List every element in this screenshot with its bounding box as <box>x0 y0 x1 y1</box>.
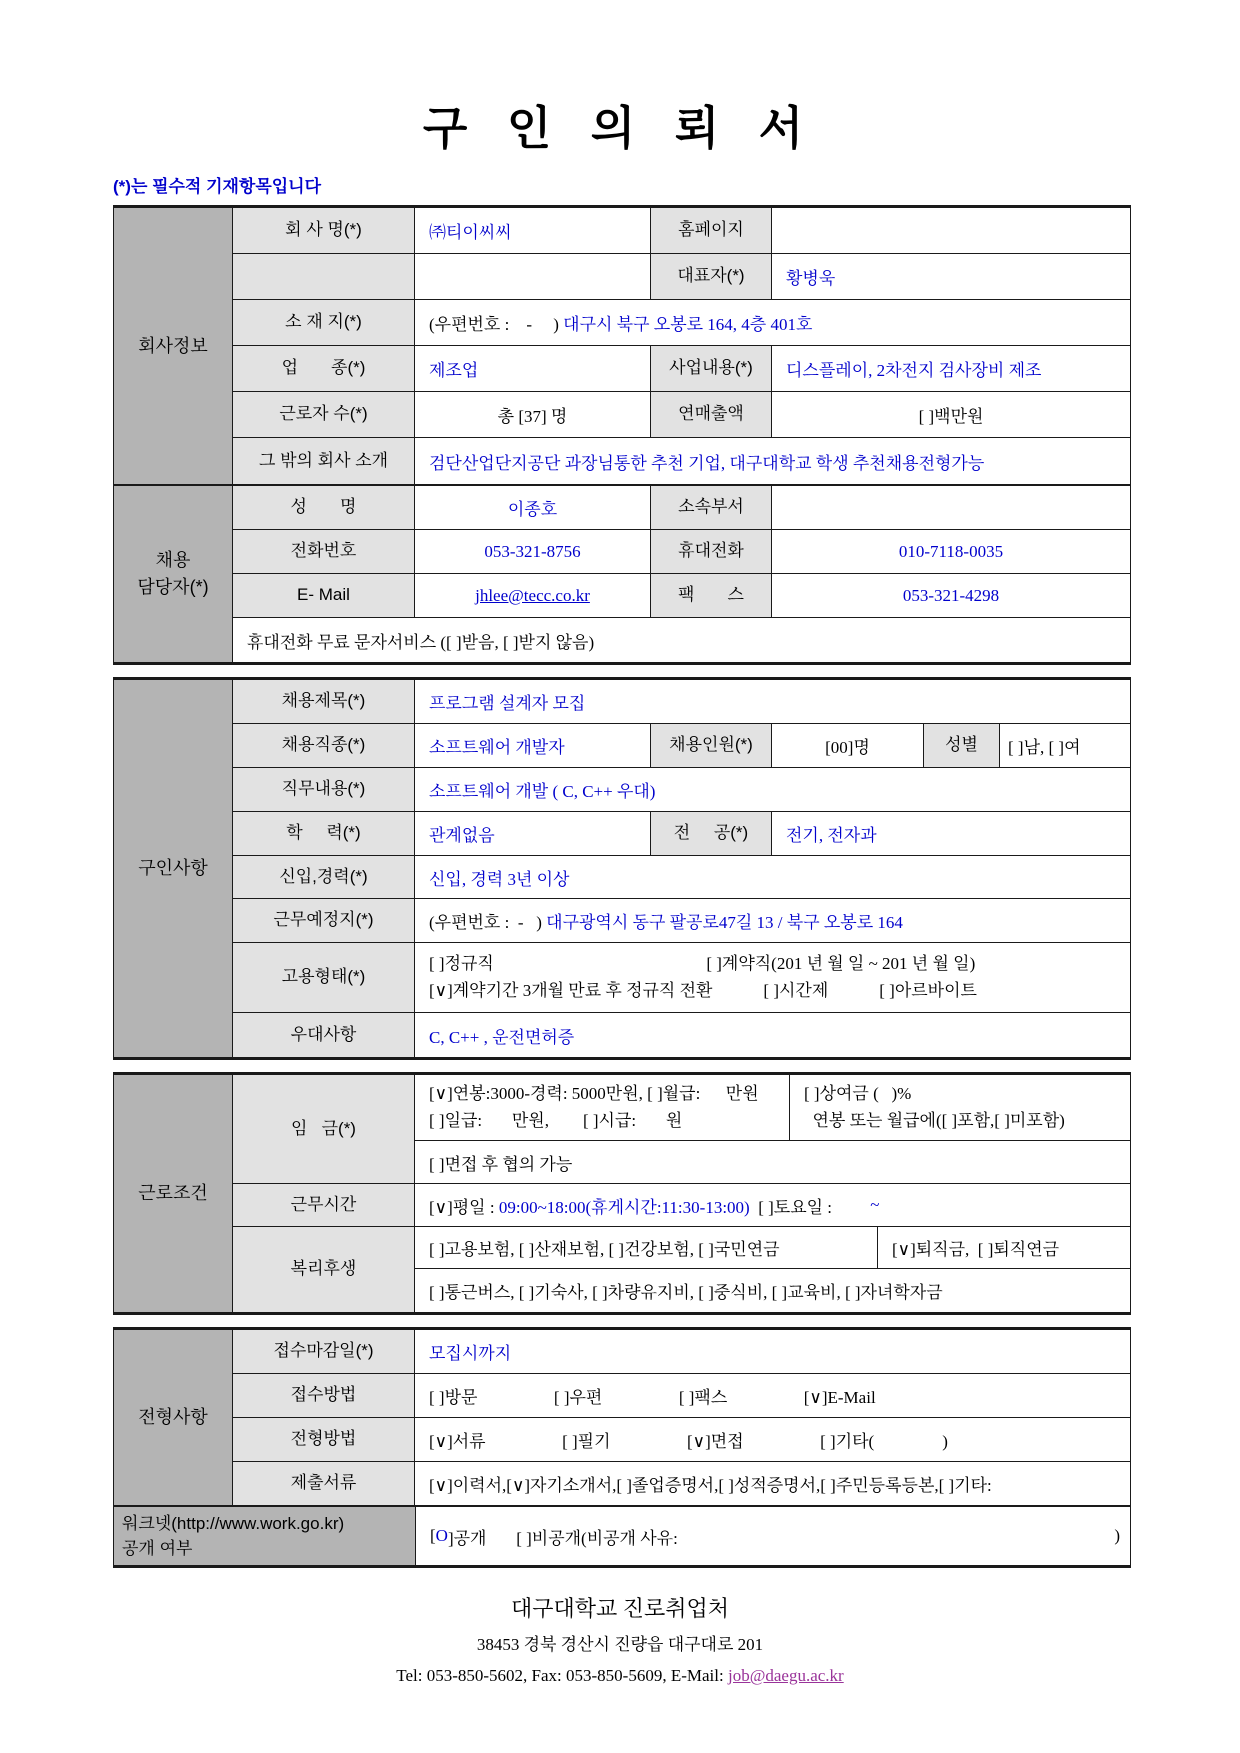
empty-label <box>233 254 415 299</box>
fax-value: 053-321-4298 <box>902 585 1000 605</box>
job-type-label: 채용직종(*) <box>233 724 415 767</box>
page-title: 구 인 의 뢰 서 <box>422 103 818 154</box>
hours-tilde: ~ <box>836 1195 880 1214</box>
workers-value: 총 [37] 명 <box>415 392 651 437</box>
footer-contact-text: Tel: 053-850-5602, Fax: 053-850-5609, E-Mail: <box>396 1666 728 1685</box>
empty-value <box>415 254 651 299</box>
address-postal-prefix: (우편번호 : - ) <box>429 315 564 334</box>
section-header-application: 전형사항 <box>114 1330 233 1505</box>
bonus-line2: 연봉 또는 월급에([ ]포함,[ ]미포함) <box>804 1110 1065 1130</box>
salary-negotiable: [ ]면접 후 협의 가능 <box>429 1154 573 1174</box>
row-work-hours <box>233 1184 1130 1227</box>
job-details-section <box>114 680 1130 1057</box>
worknet-open-mark: O <box>435 1526 448 1545</box>
job-title-value: 프로그램 설계자 모집 <box>429 694 586 713</box>
section-header-company: 회사정보 <box>114 208 233 484</box>
documents-label: 제출서류 <box>233 1462 415 1505</box>
row-workers <box>233 392 1130 438</box>
address-value <box>415 300 1130 345</box>
apply-method-value: [ ]방문 [ ]우편 [ ]팩스 [∨]E-Mail <box>429 1388 876 1407</box>
welfare-subrow2 <box>415 1269 1130 1312</box>
location-postal-prefix: (우편번호 : - ) <box>429 913 547 932</box>
fax-label: 팩 스 <box>651 574 772 617</box>
major-value: 전기, 전자과 <box>786 826 877 845</box>
employment-line1: [ ]정규직 [ ]계약직(201 년 월 일 ~ 201 년 월 일) <box>429 954 976 974</box>
salary-line2: [ ]일급: 만원, [ ]시급: 원 <box>429 1110 683 1130</box>
worknet-options: ]공개 [ ]비공개(비공개 사유: <box>447 1528 678 1548</box>
footer <box>0 1598 1240 1684</box>
working-conditions-section <box>114 1075 1130 1312</box>
career-value: 신입, 경력 3년 이상 <box>429 869 570 889</box>
location-text: 대구광역시 동구 팔공로47길 13 / 북구 오봉로 164 <box>546 913 903 932</box>
work-location-label: 근무예정지(*) <box>233 899 415 942</box>
row-documents <box>233 1462 1130 1505</box>
row-job-title <box>233 680 1130 724</box>
footer-contact <box>0 1667 1240 1684</box>
row-employment-type <box>233 943 1130 1013</box>
industry-value: 제조업 <box>415 346 651 391</box>
row-apply-method <box>233 1374 1130 1418</box>
company-info-section <box>114 208 1130 484</box>
row-preference <box>233 1013 1130 1057</box>
employment-type-label: 고용형태(*) <box>233 943 415 1012</box>
education-label: 학 력(*) <box>233 812 415 855</box>
preference-value: C, C++ , 운전면허증 <box>429 1027 575 1047</box>
hours-saturday: [ ]토요일 : <box>749 1197 837 1217</box>
section-header-conditions: 근로조건 <box>114 1075 233 1312</box>
welfare-retirement: [∨]퇴직금, [ ]퇴직연금 <box>892 1240 1060 1259</box>
work-location-value <box>415 899 1130 942</box>
email-label: E- Mail <box>233 574 415 617</box>
company-intro-value: 검단산업단지공단 과장님통한 추천 기업, 대구대학교 학생 추천채용전형가능 <box>429 453 985 473</box>
row-career <box>233 856 1130 899</box>
ceo-label: 대표자(*) <box>651 254 772 299</box>
job-type-value: 소프트웨어 개발자 <box>415 724 651 767</box>
homepage-value <box>772 208 1130 253</box>
section-header-job: 구인사항 <box>114 680 233 1057</box>
row-job-type <box>233 724 1130 768</box>
welfare-benefits: [ ]통근버스, [ ]기숙사, [ ]차량유지비, [ ]중식비, [ ]교육비, [ ]자녀학자금 <box>429 1283 943 1302</box>
salary-amount-cell <box>415 1075 790 1140</box>
welfare-label: 복리후생 <box>233 1227 415 1312</box>
company-info-block <box>113 205 1131 665</box>
address-label: 소 재 지(*) <box>233 300 415 345</box>
job-details-block <box>113 677 1131 1060</box>
bonus-cell <box>790 1075 1130 1140</box>
salary-main-subrow <box>415 1075 1130 1141</box>
headcount-value: [00]명 <box>772 724 924 767</box>
required-fields-note: (*)는 필수적 기재항목입니다 <box>113 177 322 196</box>
headcount-label: 채용인원(*) <box>651 724 772 767</box>
recruiter-email-link[interactable]: jhlee@tecc.co.kr <box>475 585 590 605</box>
worknet-disclosure-line: 공개 여부 <box>122 1539 193 1558</box>
industry-label: 업 종(*) <box>233 346 415 391</box>
revenue-value: [ ]백만원 <box>918 407 984 426</box>
row-work-location <box>233 899 1130 943</box>
email-value-cell <box>415 574 651 617</box>
working-conditions-block <box>113 1072 1131 1315</box>
ceo-value: 황병욱 <box>786 269 836 288</box>
hours-weekday-prefix: [∨]평일 : <box>429 1197 499 1217</box>
business-value: 디스플레이, 2차전지 검사장비 제조 <box>786 361 1042 380</box>
application-block <box>113 1327 1131 1568</box>
screening-method-value: [∨]서류 [ ]필기 [∨]면접 [ ]기타( ) <box>429 1432 948 1451</box>
business-label: 사업내용(*) <box>651 346 772 391</box>
duties-label: 직무내용(*) <box>233 768 415 811</box>
worknet-paren-close: ) <box>1114 1526 1120 1545</box>
footer-address: 38453 경북 경산시 진량읍 대구대로 201 <box>476 1635 764 1654</box>
row-company-intro <box>233 438 1130 484</box>
employment-line2: [∨]계약기간 3개월 만료 후 정규직 전환 [ ]시간제 [ ]아르바이트 <box>429 980 977 1000</box>
row-industry <box>233 346 1130 392</box>
deadline-value: 모집시까지 <box>429 1344 512 1363</box>
phone-value: 053-321-8756 <box>415 530 651 573</box>
dept-value <box>772 486 1130 529</box>
section-header-recruiter <box>114 486 233 662</box>
duties-value: 소프트웨어 개발 ( C, C++ 우대) <box>429 782 656 801</box>
worknet-section <box>114 1505 1130 1565</box>
homepage-label: 홈페이지 <box>651 208 772 253</box>
salary-negotiable-subrow <box>415 1141 1130 1183</box>
row-salary <box>233 1075 1130 1184</box>
address-text: 대구시 북구 오봉로 164, 4층 401호 <box>563 315 813 334</box>
major-label: 전 공(*) <box>651 812 772 855</box>
worknet-label <box>114 1507 416 1565</box>
row-address <box>233 300 1130 346</box>
salary-label: 임 금(*) <box>233 1075 415 1183</box>
deadline-label: 접수마감일(*) <box>233 1330 415 1373</box>
recruiter-section-line2: 담당자(*) <box>137 577 209 597</box>
gender-label: 성별 <box>924 724 1000 767</box>
company-name-value: ㈜티이씨씨 <box>415 208 651 253</box>
salary-line1: [∨]연봉:3000-경력: 5000만원, [ ]월급: 만원 <box>429 1084 759 1104</box>
row-duties <box>233 768 1130 812</box>
worknet-bracket-open: [ <box>430 1526 436 1545</box>
row-education <box>233 812 1130 856</box>
revenue-label: 연매출액 <box>651 392 772 437</box>
sms-service-note: 휴대전화 무료 문자서비스 ([ ]받음, [ ]받지 않음) <box>247 632 595 652</box>
row-ceo <box>233 254 1130 300</box>
row-screening-method <box>233 1418 1130 1462</box>
screening-method-label: 전형방법 <box>233 1418 415 1461</box>
mobile-label: 휴대전화 <box>651 530 772 573</box>
employment-type-value <box>415 943 1130 1012</box>
welfare-insurance: [ ]고용보험, [ ]산재보험, [ ]건강보험, [ ]국민연금 <box>415 1227 878 1268</box>
company-name-label: 회 사 명(*) <box>233 208 415 253</box>
row-deadline <box>233 1330 1130 1374</box>
row-recruiter-phone <box>233 530 1130 574</box>
footer-email-link[interactable]: job@daegu.ac.kr <box>727 1666 844 1685</box>
row-recruiter-name <box>233 486 1130 530</box>
work-hours-label: 근무시간 <box>233 1184 415 1226</box>
recruiter-section <box>114 484 1130 662</box>
row-company-name <box>233 208 1130 254</box>
application-section <box>114 1330 1130 1505</box>
row-sms-service <box>233 618 1130 662</box>
worknet-value <box>416 1507 1130 1565</box>
recruiter-section-line1: 채용 <box>155 550 191 570</box>
career-label: 신입,경력(*) <box>233 856 415 898</box>
preference-label: 우대사항 <box>233 1013 415 1057</box>
row-welfare <box>233 1227 1130 1312</box>
hours-time-range: 09:00~18:00(휴게시간:11:30-13:00) <box>498 1197 750 1217</box>
bonus-line1: [ ]상여금 ( )% <box>804 1084 912 1104</box>
phone-label: 전화번호 <box>233 530 415 573</box>
apply-method-label: 접수방법 <box>233 1374 415 1417</box>
gender-value: [ ]남, [ ]여 <box>1008 738 1081 757</box>
education-value: 관계없음 <box>415 812 651 855</box>
footer-organization: 대구대학교 진로취업처 <box>510 1596 730 1621</box>
recruiter-name-value: 이종호 <box>415 486 651 529</box>
job-request-form <box>113 205 1131 1568</box>
dept-label: 소속부서 <box>651 486 772 529</box>
work-hours-value <box>415 1184 1130 1226</box>
company-intro-label: 그 밖의 회사 소개 <box>233 438 415 484</box>
mobile-value: 010-7118-0035 <box>898 541 1004 561</box>
recruiter-name-label: 성 명 <box>233 486 415 529</box>
row-recruiter-email <box>233 574 1130 618</box>
documents-value: [∨]이력서,[∨]자기소개서,[ ]졸업증명서,[ ]성적증명서,[ ]주민등록등본,[ ]기타: <box>429 1476 992 1495</box>
job-title-label: 채용제목(*) <box>233 680 415 723</box>
workers-label: 근로자 수(*) <box>233 392 415 437</box>
worknet-url-line: 워크넷(http://www.work.go.kr) <box>122 1513 345 1533</box>
welfare-subrow1 <box>415 1227 1130 1269</box>
